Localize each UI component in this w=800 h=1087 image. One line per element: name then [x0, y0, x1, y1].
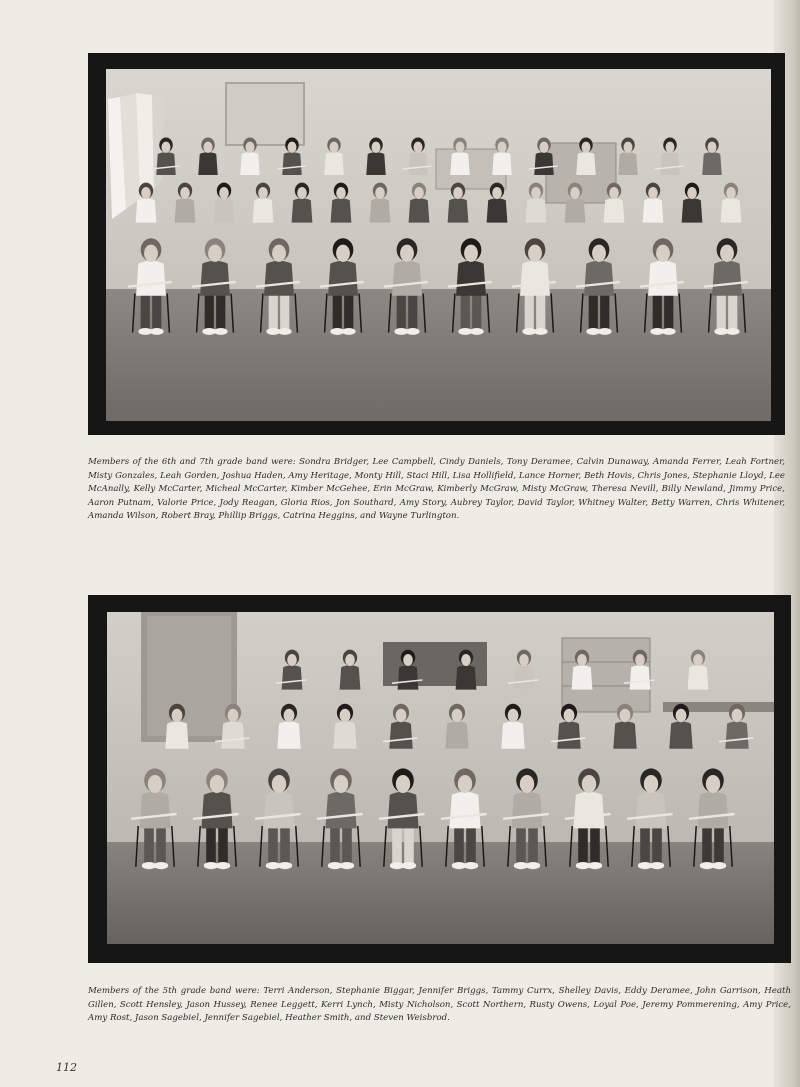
band-6-7-photo [106, 69, 771, 421]
page-number: 112 [56, 1061, 77, 1074]
wall-picture [226, 83, 304, 145]
band-5-photo [107, 612, 774, 944]
band-6-7-caption: Members of the 6th and 7th grade band were: Sondra Bridger, Lee Campbell, Cindy Daniels, Tony Deramee, Calvin Dunaway, Amanda Ferrer, Leah Fortner, Misty Gonzales, Leah Gorden, Joshua Haden, Amy Heritage, Monty Hill, Staci Hill, Lisa Hollifield, Lance Horner, Beth Hovis, Chris Jones, Stephanie Lloyd, Lee McAnally, Kelly McCarter, Micheal McCarter, Kimber McGehee, Erin McGraw, Kimberly McGraw, Misty McGraw, Theresa Nevill, Billy Newland, Jimmy Price, Aaron Putnam, Valorie Price, Jody Reagan, Gloria Rios, Jon Southard, Amy Story, Aubrey Taylor, David Taylor, Whitney Walter, Betty Warren, Chris Whitener, Amanda Wilson, Robert Bray, Phillip Briggs, Catrina Heggins, and Wayne Turlington. [88, 457, 785, 522]
band-6-7-photo-image [106, 69, 771, 421]
band-5-caption: Members of the 5th grade band were: Terri Anderson, Stephanie Biggar, Jennifer Briggs, Tammy Currx, Shelley Davis, Eddy Deramee, John Garrison, Heath Gillen, Scott Hensley, Jason Hussey, Renee Leggett, Kerri Lynch, Misty Nicholson, Scott Northern, Rusty Owens, Loyal Poe, Jeremy Pommerening, Amy Price, Amy Rost, Jason Sagebiel, Jennifer Sagebiel, Heather Smith, and Steven Weisbrod. [88, 986, 791, 1024]
photo-frame-band-6-7 [88, 53, 785, 435]
band-5-photo-image [107, 612, 774, 944]
photo-frame-band-5 [88, 595, 791, 963]
